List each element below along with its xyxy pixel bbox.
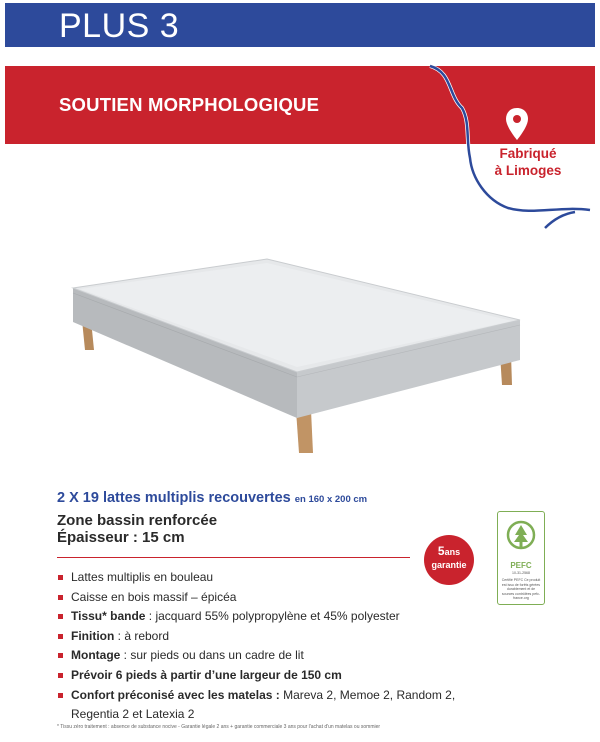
warranty-number: 5 bbox=[437, 544, 445, 558]
divider-rule bbox=[57, 557, 410, 558]
product-features bbox=[57, 512, 217, 546]
page-title: PLUS 3 bbox=[59, 7, 180, 45]
list-item: Montage : sur pieds ou dans un cadre de lit bbox=[57, 646, 477, 666]
list-item: Confort préconisé avec les matelas : Mareva 2, Memoe 2, Random 2, Regentia 2 et Latexia 2 bbox=[57, 686, 477, 725]
pefc-fine-print: Certifié PEFC Ce produit est issu de forêts gérées durablement et de sources contrôlées pefc-france.org bbox=[501, 578, 541, 600]
pefc-label: PEFC bbox=[510, 561, 532, 570]
footnote: * Tissu zéro traitement : absence de substance nocive - Garantie légale 2 ans + garantie commerciale 3 ans pour l'achat d'un matelas ou sommier bbox=[57, 724, 381, 730]
made-in-limoges bbox=[488, 145, 568, 179]
pefc-logo bbox=[497, 511, 545, 605]
made-in-line1: Fabriqué bbox=[499, 146, 557, 161]
headline-text: 2 X 19 lattes multiplis recouvertes bbox=[57, 490, 291, 506]
zone-text: Zone bassin renforcée bbox=[57, 512, 218, 529]
list-item: Lattes multiplis en bouleau bbox=[57, 568, 477, 588]
bed-base-illustration bbox=[60, 250, 540, 465]
product-headline bbox=[57, 490, 367, 506]
pefc-code: 10-31-2568 bbox=[512, 571, 530, 575]
spec-list bbox=[57, 568, 477, 725]
warranty-label: garantie bbox=[431, 560, 467, 570]
warranty-unit: ans bbox=[444, 547, 461, 557]
made-in-line2: à Limoges bbox=[494, 163, 562, 178]
list-item: Prévoir 6 pieds à partir d’une largeur de 150 cm bbox=[57, 666, 477, 686]
headline-size: en 160 x 200 cm bbox=[294, 494, 368, 505]
pefc-tree-icon bbox=[506, 518, 536, 558]
thickness-text: Épaisseur : 15 cm bbox=[57, 529, 185, 546]
list-item: Finition : à rebord bbox=[57, 627, 477, 647]
subtitle: SOUTIEN MORPHOLOGIQUE bbox=[59, 94, 320, 115]
header-bar bbox=[5, 3, 595, 47]
location-pin-icon bbox=[505, 107, 529, 141]
list-item: Tissu* bande : jacquard 55% polypropylène et 45% polyester bbox=[57, 607, 477, 627]
list-item: Caisse en bois massif – épicéa bbox=[57, 588, 477, 608]
